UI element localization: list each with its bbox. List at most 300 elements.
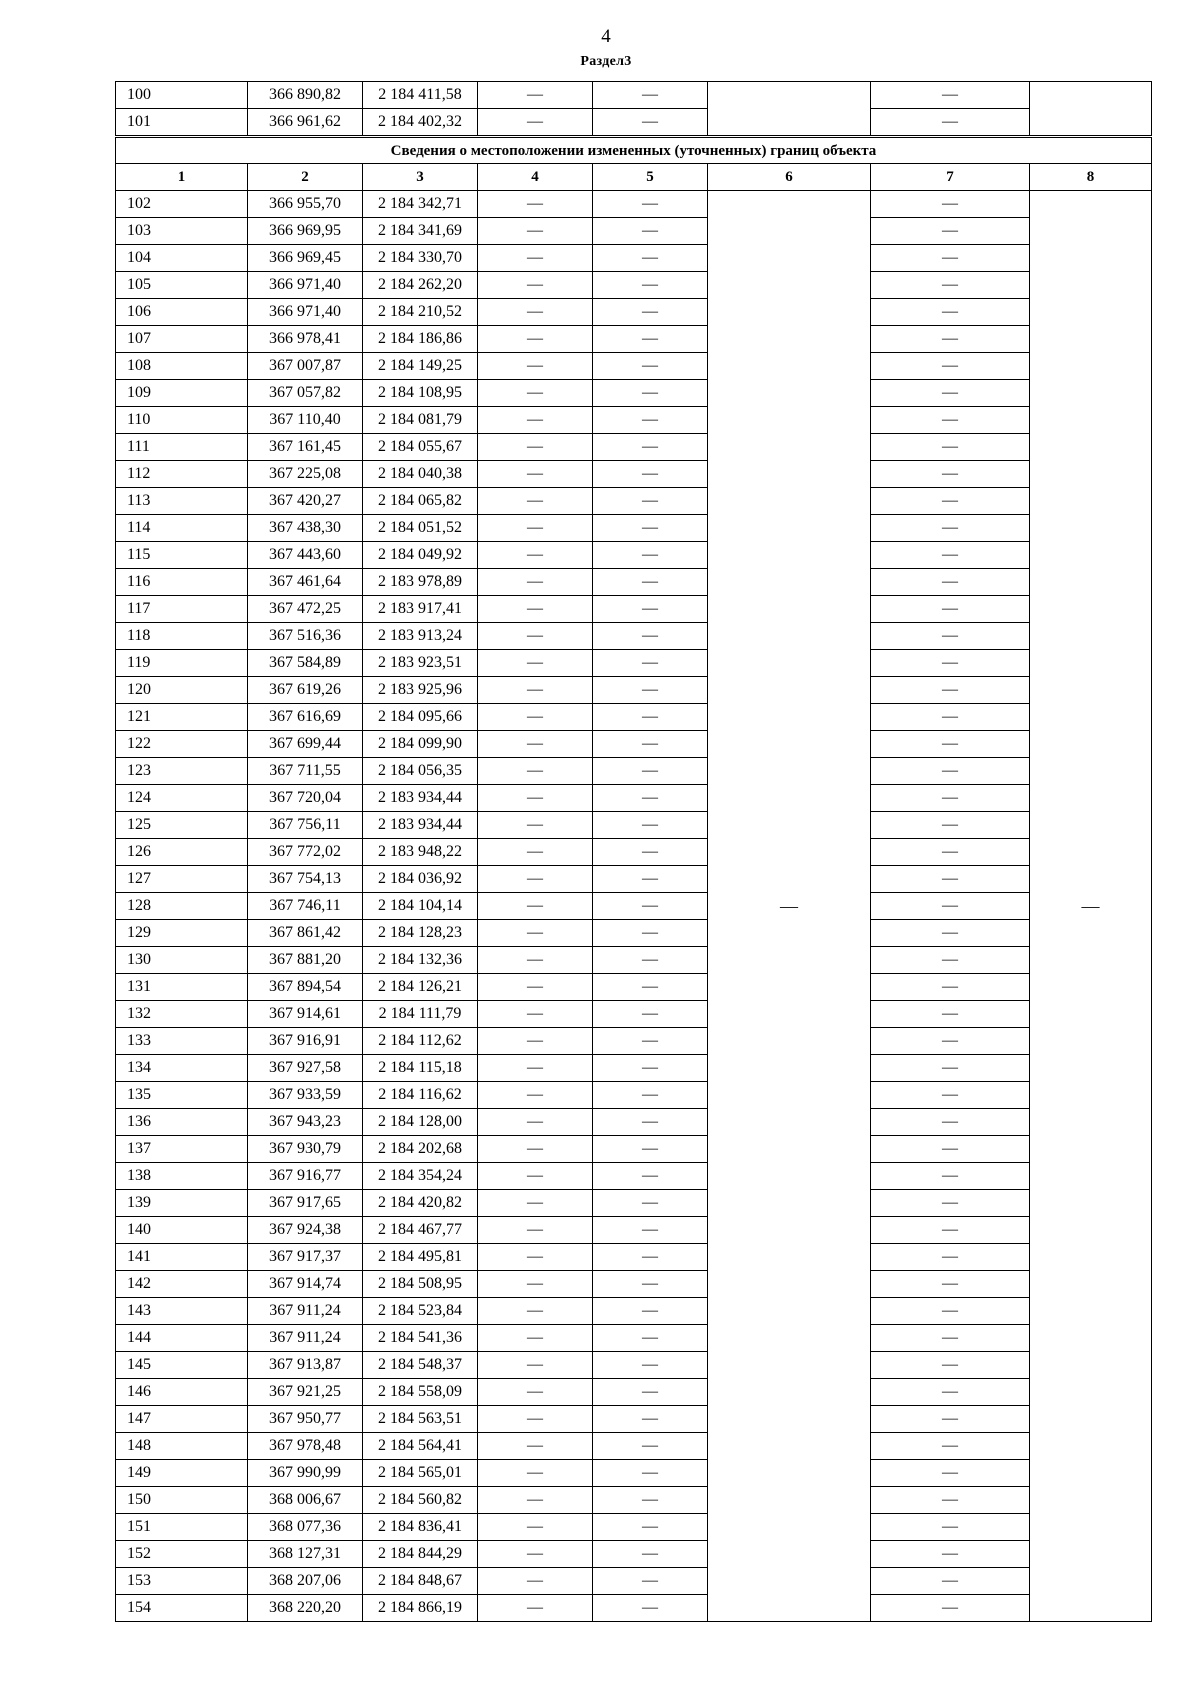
table-row bbox=[116, 893, 1152, 920]
dash-cell: — bbox=[871, 191, 1030, 218]
x-coordinate-cell: 367 057,82 bbox=[248, 380, 363, 407]
dash-cell: — bbox=[871, 407, 1030, 434]
dash-cell: — bbox=[478, 1487, 593, 1514]
y-coordinate-cell: 2 184 836,41 bbox=[363, 1514, 478, 1541]
point-number-cell: 144 bbox=[116, 1325, 248, 1352]
dash-cell: — bbox=[871, 109, 1030, 137]
x-coordinate-cell: 366 969,95 bbox=[248, 218, 363, 245]
dash-cell: — bbox=[593, 812, 708, 839]
dash-cell: — bbox=[593, 758, 708, 785]
dash-cell: — bbox=[871, 542, 1030, 569]
dash-cell: — bbox=[593, 109, 708, 137]
dash-cell: — bbox=[593, 623, 708, 650]
table-heading-row bbox=[116, 137, 1152, 164]
dash-cell: — bbox=[478, 245, 593, 272]
point-number-cell: 138 bbox=[116, 1163, 248, 1190]
point-number-cell: 134 bbox=[116, 1055, 248, 1082]
dash-cell: — bbox=[593, 326, 708, 353]
point-number-cell: 113 bbox=[116, 488, 248, 515]
dash-cell: — bbox=[871, 812, 1030, 839]
point-number-cell: 139 bbox=[116, 1190, 248, 1217]
dash-cell: — bbox=[478, 1595, 593, 1622]
dash-cell: — bbox=[871, 893, 1030, 920]
dash-cell: — bbox=[478, 299, 593, 326]
table-row bbox=[116, 920, 1152, 947]
dash-cell: — bbox=[478, 272, 593, 299]
dash-cell: — bbox=[593, 380, 708, 407]
point-number-cell: 152 bbox=[116, 1541, 248, 1568]
table-row bbox=[116, 596, 1152, 623]
y-coordinate-cell: 2 184 049,92 bbox=[363, 542, 478, 569]
point-number-cell: 137 bbox=[116, 1136, 248, 1163]
point-number-cell: 125 bbox=[116, 812, 248, 839]
point-number-cell: 135 bbox=[116, 1082, 248, 1109]
dash-cell: — bbox=[593, 191, 708, 218]
point-number-cell: 136 bbox=[116, 1109, 248, 1136]
table-row bbox=[116, 1055, 1152, 1082]
dash-cell: — bbox=[593, 1190, 708, 1217]
x-coordinate-cell: 367 924,38 bbox=[248, 1217, 363, 1244]
y-coordinate-cell: 2 184 330,70 bbox=[363, 245, 478, 272]
table-row bbox=[116, 326, 1152, 353]
x-coordinate-cell: 368 127,31 bbox=[248, 1541, 363, 1568]
section-title: Раздел3 bbox=[580, 54, 632, 69]
dash-cell: — bbox=[593, 569, 708, 596]
point-number-cell: 153 bbox=[116, 1568, 248, 1595]
table-row bbox=[116, 1271, 1152, 1298]
y-coordinate-cell: 2 184 149,25 bbox=[363, 353, 478, 380]
y-coordinate-cell: 2 184 036,92 bbox=[363, 866, 478, 893]
x-coordinate-cell: 367 917,65 bbox=[248, 1190, 363, 1217]
dash-cell: — bbox=[478, 326, 593, 353]
x-coordinate-cell: 367 861,42 bbox=[248, 920, 363, 947]
point-number-cell: 132 bbox=[116, 1001, 248, 1028]
merged-column-8-cell bbox=[1030, 82, 1152, 137]
y-coordinate-cell: 2 184 541,36 bbox=[363, 1325, 478, 1352]
y-coordinate-cell: 2 184 186,86 bbox=[363, 326, 478, 353]
y-coordinate-cell: 2 184 564,41 bbox=[363, 1433, 478, 1460]
dash-cell: — bbox=[871, 1136, 1030, 1163]
point-number-cell: 105 bbox=[116, 272, 248, 299]
table-row bbox=[116, 650, 1152, 677]
dash-cell: — bbox=[871, 1163, 1030, 1190]
y-coordinate-cell: 2 184 508,95 bbox=[363, 1271, 478, 1298]
y-coordinate-cell: 2 184 104,14 bbox=[363, 893, 478, 920]
y-coordinate-cell: 2 184 210,52 bbox=[363, 299, 478, 326]
dash-cell: — bbox=[871, 82, 1030, 109]
x-coordinate-cell: 368 077,36 bbox=[248, 1514, 363, 1541]
dash-cell: — bbox=[478, 1379, 593, 1406]
dash-cell: — bbox=[593, 353, 708, 380]
y-coordinate-cell: 2 184 081,79 bbox=[363, 407, 478, 434]
dash-cell: — bbox=[871, 326, 1030, 353]
dash-cell: — bbox=[593, 1163, 708, 1190]
dash-cell: — bbox=[593, 920, 708, 947]
dash-cell: — bbox=[871, 1487, 1030, 1514]
dash-cell: — bbox=[871, 1460, 1030, 1487]
y-coordinate-cell: 2 184 420,82 bbox=[363, 1190, 478, 1217]
y-coordinate-cell: 2 184 095,66 bbox=[363, 704, 478, 731]
point-number-cell: 141 bbox=[116, 1244, 248, 1271]
y-coordinate-cell: 2 184 065,82 bbox=[363, 488, 478, 515]
dash-cell: — bbox=[478, 488, 593, 515]
dash-cell: — bbox=[871, 434, 1030, 461]
x-coordinate-cell: 367 916,77 bbox=[248, 1163, 363, 1190]
point-number-cell: 154 bbox=[116, 1595, 248, 1622]
dash-cell: — bbox=[593, 1325, 708, 1352]
dash-cell: — bbox=[871, 1568, 1030, 1595]
dash-cell: — bbox=[478, 623, 593, 650]
x-coordinate-cell: 367 911,24 bbox=[248, 1298, 363, 1325]
table-row bbox=[116, 1190, 1152, 1217]
x-coordinate-cell: 367 914,74 bbox=[248, 1271, 363, 1298]
dash-cell: — bbox=[478, 1514, 593, 1541]
dash-cell: — bbox=[871, 1379, 1030, 1406]
point-number-cell: 101 bbox=[116, 109, 248, 137]
dash-cell: — bbox=[478, 109, 593, 137]
dash-cell: — bbox=[478, 191, 593, 218]
table-row bbox=[116, 515, 1152, 542]
y-coordinate-cell: 2 184 132,36 bbox=[363, 947, 478, 974]
dash-cell: — bbox=[478, 1109, 593, 1136]
y-coordinate-cell: 2 183 934,44 bbox=[363, 812, 478, 839]
dash-cell: — bbox=[478, 893, 593, 920]
point-number-cell: 118 bbox=[116, 623, 248, 650]
point-number-cell: 106 bbox=[116, 299, 248, 326]
dash-cell: — bbox=[593, 947, 708, 974]
table-row bbox=[116, 569, 1152, 596]
table-row bbox=[116, 1082, 1152, 1109]
x-coordinate-cell: 366 961,62 bbox=[248, 109, 363, 137]
dash-cell: — bbox=[478, 1244, 593, 1271]
dash-cell: — bbox=[478, 1190, 593, 1217]
dash-cell: — bbox=[871, 218, 1030, 245]
dash-cell: — bbox=[593, 1055, 708, 1082]
x-coordinate-cell: 367 699,44 bbox=[248, 731, 363, 758]
table-row bbox=[116, 353, 1152, 380]
x-coordinate-cell: 367 472,25 bbox=[248, 596, 363, 623]
dash-cell: — bbox=[593, 1541, 708, 1568]
x-coordinate-cell: 367 516,36 bbox=[248, 623, 363, 650]
table-row bbox=[116, 434, 1152, 461]
dash-cell: — bbox=[593, 1298, 708, 1325]
table-row bbox=[116, 407, 1152, 434]
dash-cell: — bbox=[871, 785, 1030, 812]
dash-cell: — bbox=[871, 1028, 1030, 1055]
x-coordinate-cell: 367 911,24 bbox=[248, 1325, 363, 1352]
dash-cell: — bbox=[478, 461, 593, 488]
x-coordinate-cell: 367 772,02 bbox=[248, 839, 363, 866]
y-coordinate-cell: 2 184 467,77 bbox=[363, 1217, 478, 1244]
x-coordinate-cell: 366 890,82 bbox=[248, 82, 363, 109]
table-row bbox=[116, 947, 1152, 974]
dash-cell: — bbox=[593, 299, 708, 326]
dash-cell: — bbox=[478, 839, 593, 866]
table-row bbox=[116, 272, 1152, 299]
table-row bbox=[116, 677, 1152, 704]
point-number-cell: 122 bbox=[116, 731, 248, 758]
column-number: 1 bbox=[116, 164, 248, 191]
dash-cell: — bbox=[871, 866, 1030, 893]
table-row bbox=[116, 785, 1152, 812]
dash-cell: — bbox=[478, 1406, 593, 1433]
dash-cell: — bbox=[478, 1271, 593, 1298]
dash-cell: — bbox=[478, 407, 593, 434]
dash-cell: — bbox=[478, 947, 593, 974]
dash-cell: — bbox=[871, 1595, 1030, 1622]
table-row bbox=[116, 1163, 1152, 1190]
point-number-cell: 116 bbox=[116, 569, 248, 596]
x-coordinate-cell: 366 971,40 bbox=[248, 272, 363, 299]
dash-cell: — bbox=[478, 758, 593, 785]
dash-cell: — bbox=[593, 1514, 708, 1541]
point-number-cell: 115 bbox=[116, 542, 248, 569]
table-row bbox=[116, 542, 1152, 569]
dash-cell: — bbox=[478, 353, 593, 380]
dash-cell: — bbox=[593, 461, 708, 488]
table-row bbox=[116, 704, 1152, 731]
y-coordinate-cell: 2 184 115,18 bbox=[363, 1055, 478, 1082]
dash-cell: — bbox=[871, 488, 1030, 515]
table-row bbox=[116, 731, 1152, 758]
dash-cell: — bbox=[871, 1433, 1030, 1460]
point-number-cell: 104 bbox=[116, 245, 248, 272]
dash-cell: — bbox=[478, 569, 593, 596]
dash-cell: — bbox=[593, 1001, 708, 1028]
point-number-cell: 100 bbox=[116, 82, 248, 109]
x-coordinate-cell: 367 917,37 bbox=[248, 1244, 363, 1271]
dash-cell: — bbox=[871, 299, 1030, 326]
y-coordinate-cell: 2 184 548,37 bbox=[363, 1352, 478, 1379]
table-row bbox=[116, 1028, 1152, 1055]
y-coordinate-cell: 2 184 848,67 bbox=[363, 1568, 478, 1595]
merged-column-6-cell bbox=[708, 82, 871, 137]
table-row bbox=[116, 1595, 1152, 1622]
table-row bbox=[116, 1568, 1152, 1595]
dash-cell: — bbox=[478, 434, 593, 461]
table-row bbox=[116, 82, 1152, 109]
column-number: 5 bbox=[593, 164, 708, 191]
dash-cell: — bbox=[871, 677, 1030, 704]
y-coordinate-cell: 2 184 051,52 bbox=[363, 515, 478, 542]
x-coordinate-cell: 367 616,69 bbox=[248, 704, 363, 731]
y-coordinate-cell: 2 184 112,62 bbox=[363, 1028, 478, 1055]
dash-cell: — bbox=[593, 1379, 708, 1406]
point-number-cell: 124 bbox=[116, 785, 248, 812]
dash-cell: — bbox=[871, 1541, 1030, 1568]
y-coordinate-cell: 2 184 108,95 bbox=[363, 380, 478, 407]
dash-cell: — bbox=[478, 812, 593, 839]
y-coordinate-cell: 2 183 978,89 bbox=[363, 569, 478, 596]
dash-cell: — bbox=[593, 82, 708, 109]
dash-cell: — bbox=[478, 1325, 593, 1352]
point-number-cell: 150 bbox=[116, 1487, 248, 1514]
dash-cell: — bbox=[593, 893, 708, 920]
y-coordinate-cell: 2 184 495,81 bbox=[363, 1244, 478, 1271]
dash-cell: — bbox=[593, 245, 708, 272]
point-number-cell: 121 bbox=[116, 704, 248, 731]
dash-cell: — bbox=[478, 1028, 593, 1055]
dash-cell: — bbox=[478, 542, 593, 569]
dash-cell: — bbox=[593, 839, 708, 866]
dash-cell: — bbox=[871, 650, 1030, 677]
column-number: 4 bbox=[478, 164, 593, 191]
dash-cell: — bbox=[871, 1109, 1030, 1136]
x-coordinate-cell: 367 619,26 bbox=[248, 677, 363, 704]
dash-cell: — bbox=[478, 1298, 593, 1325]
dash-cell: — bbox=[871, 623, 1030, 650]
dash-cell: — bbox=[593, 272, 708, 299]
dash-cell: — bbox=[593, 1082, 708, 1109]
x-coordinate-cell: 366 978,41 bbox=[248, 326, 363, 353]
merged-column-8-cell: — bbox=[1030, 191, 1152, 1622]
y-coordinate-cell: 2 184 866,19 bbox=[363, 1595, 478, 1622]
dash-cell: — bbox=[871, 596, 1030, 623]
x-coordinate-cell: 367 161,45 bbox=[248, 434, 363, 461]
x-coordinate-cell: 368 207,06 bbox=[248, 1568, 363, 1595]
x-coordinate-cell: 367 443,60 bbox=[248, 542, 363, 569]
dash-cell: — bbox=[478, 785, 593, 812]
point-number-cell: 148 bbox=[116, 1433, 248, 1460]
dash-cell: — bbox=[593, 785, 708, 812]
y-coordinate-cell: 2 184 844,29 bbox=[363, 1541, 478, 1568]
point-number-cell: 126 bbox=[116, 839, 248, 866]
point-number-cell: 109 bbox=[116, 380, 248, 407]
dash-cell: — bbox=[593, 1136, 708, 1163]
table-row bbox=[116, 1217, 1152, 1244]
dash-cell: — bbox=[593, 1028, 708, 1055]
table-row bbox=[116, 218, 1152, 245]
dash-cell: — bbox=[478, 1541, 593, 1568]
dash-cell: — bbox=[871, 1325, 1030, 1352]
point-number-cell: 140 bbox=[116, 1217, 248, 1244]
y-coordinate-cell: 2 184 040,38 bbox=[363, 461, 478, 488]
y-coordinate-cell: 2 183 913,24 bbox=[363, 623, 478, 650]
table-row bbox=[116, 866, 1152, 893]
table-row bbox=[116, 245, 1152, 272]
dash-cell: — bbox=[478, 218, 593, 245]
dash-cell: — bbox=[478, 1001, 593, 1028]
y-coordinate-cell: 2 184 341,69 bbox=[363, 218, 478, 245]
dash-cell: — bbox=[593, 866, 708, 893]
dash-cell: — bbox=[593, 650, 708, 677]
y-coordinate-cell: 2 184 116,62 bbox=[363, 1082, 478, 1109]
table-row bbox=[116, 488, 1152, 515]
merged-column-6-cell: — bbox=[708, 191, 871, 1622]
column-number: 3 bbox=[363, 164, 478, 191]
y-coordinate-cell: 2 183 948,22 bbox=[363, 839, 478, 866]
table-row bbox=[116, 839, 1152, 866]
y-coordinate-cell: 2 184 128,00 bbox=[363, 1109, 478, 1136]
y-coordinate-cell: 2 184 342,71 bbox=[363, 191, 478, 218]
x-coordinate-cell: 367 720,04 bbox=[248, 785, 363, 812]
table-row bbox=[116, 1001, 1152, 1028]
dash-cell: — bbox=[478, 1136, 593, 1163]
dash-cell: — bbox=[593, 1217, 708, 1244]
y-coordinate-cell: 2 183 925,96 bbox=[363, 677, 478, 704]
dash-cell: — bbox=[478, 515, 593, 542]
point-number-cell: 147 bbox=[116, 1406, 248, 1433]
dash-cell: — bbox=[871, 245, 1030, 272]
dash-cell: — bbox=[871, 920, 1030, 947]
x-coordinate-cell: 368 220,20 bbox=[248, 1595, 363, 1622]
x-coordinate-cell: 367 933,59 bbox=[248, 1082, 363, 1109]
dash-cell: — bbox=[593, 1595, 708, 1622]
dash-cell: — bbox=[871, 569, 1030, 596]
column-number: 7 bbox=[871, 164, 1030, 191]
point-number-cell: 149 bbox=[116, 1460, 248, 1487]
x-coordinate-cell: 367 914,61 bbox=[248, 1001, 363, 1028]
dash-cell: — bbox=[871, 731, 1030, 758]
table-row bbox=[116, 299, 1152, 326]
y-coordinate-cell: 2 184 523,84 bbox=[363, 1298, 478, 1325]
x-coordinate-cell: 367 943,23 bbox=[248, 1109, 363, 1136]
dash-cell: — bbox=[871, 1298, 1030, 1325]
dash-cell: — bbox=[593, 218, 708, 245]
dash-cell: — bbox=[478, 920, 593, 947]
dash-cell: — bbox=[478, 1568, 593, 1595]
column-number-row bbox=[116, 164, 1152, 191]
table-row bbox=[116, 1379, 1152, 1406]
x-coordinate-cell: 367 756,11 bbox=[248, 812, 363, 839]
x-coordinate-cell: 367 007,87 bbox=[248, 353, 363, 380]
dash-cell: — bbox=[871, 1055, 1030, 1082]
point-number-cell: 130 bbox=[116, 947, 248, 974]
dash-cell: — bbox=[871, 704, 1030, 731]
table-row bbox=[116, 1541, 1152, 1568]
y-coordinate-cell: 2 184 099,90 bbox=[363, 731, 478, 758]
dash-cell: — bbox=[593, 677, 708, 704]
table-row bbox=[116, 758, 1152, 785]
y-coordinate-cell: 2 184 056,35 bbox=[363, 758, 478, 785]
dash-cell: — bbox=[871, 461, 1030, 488]
dash-cell: — bbox=[871, 1217, 1030, 1244]
dash-cell: — bbox=[478, 1055, 593, 1082]
dash-cell: — bbox=[593, 515, 708, 542]
column-number: 6 bbox=[708, 164, 871, 191]
point-number-cell: 127 bbox=[116, 866, 248, 893]
x-coordinate-cell: 367 950,77 bbox=[248, 1406, 363, 1433]
point-number-cell: 123 bbox=[116, 758, 248, 785]
x-coordinate-cell: 367 746,11 bbox=[248, 893, 363, 920]
column-number: 2 bbox=[248, 164, 363, 191]
dash-cell: — bbox=[871, 1082, 1030, 1109]
dash-cell: — bbox=[593, 1271, 708, 1298]
dash-cell: — bbox=[478, 704, 593, 731]
x-coordinate-cell: 368 006,67 bbox=[248, 1487, 363, 1514]
dash-cell: — bbox=[593, 407, 708, 434]
point-number-cell: 133 bbox=[116, 1028, 248, 1055]
x-coordinate-cell: 367 584,89 bbox=[248, 650, 363, 677]
table-row bbox=[116, 461, 1152, 488]
point-number-cell: 146 bbox=[116, 1379, 248, 1406]
dash-cell: — bbox=[871, 272, 1030, 299]
x-coordinate-cell: 367 930,79 bbox=[248, 1136, 363, 1163]
x-coordinate-cell: 367 461,64 bbox=[248, 569, 363, 596]
dash-cell: — bbox=[593, 1406, 708, 1433]
point-number-cell: 143 bbox=[116, 1298, 248, 1325]
y-coordinate-cell: 2 184 560,82 bbox=[363, 1487, 478, 1514]
point-number-cell: 120 bbox=[116, 677, 248, 704]
table-row bbox=[116, 1109, 1152, 1136]
dash-cell: — bbox=[478, 1217, 593, 1244]
dash-cell: — bbox=[593, 1352, 708, 1379]
dash-cell: — bbox=[871, 974, 1030, 1001]
dash-cell: — bbox=[593, 1244, 708, 1271]
table-row bbox=[116, 1433, 1152, 1460]
table-row bbox=[116, 623, 1152, 650]
x-coordinate-cell: 367 916,91 bbox=[248, 1028, 363, 1055]
